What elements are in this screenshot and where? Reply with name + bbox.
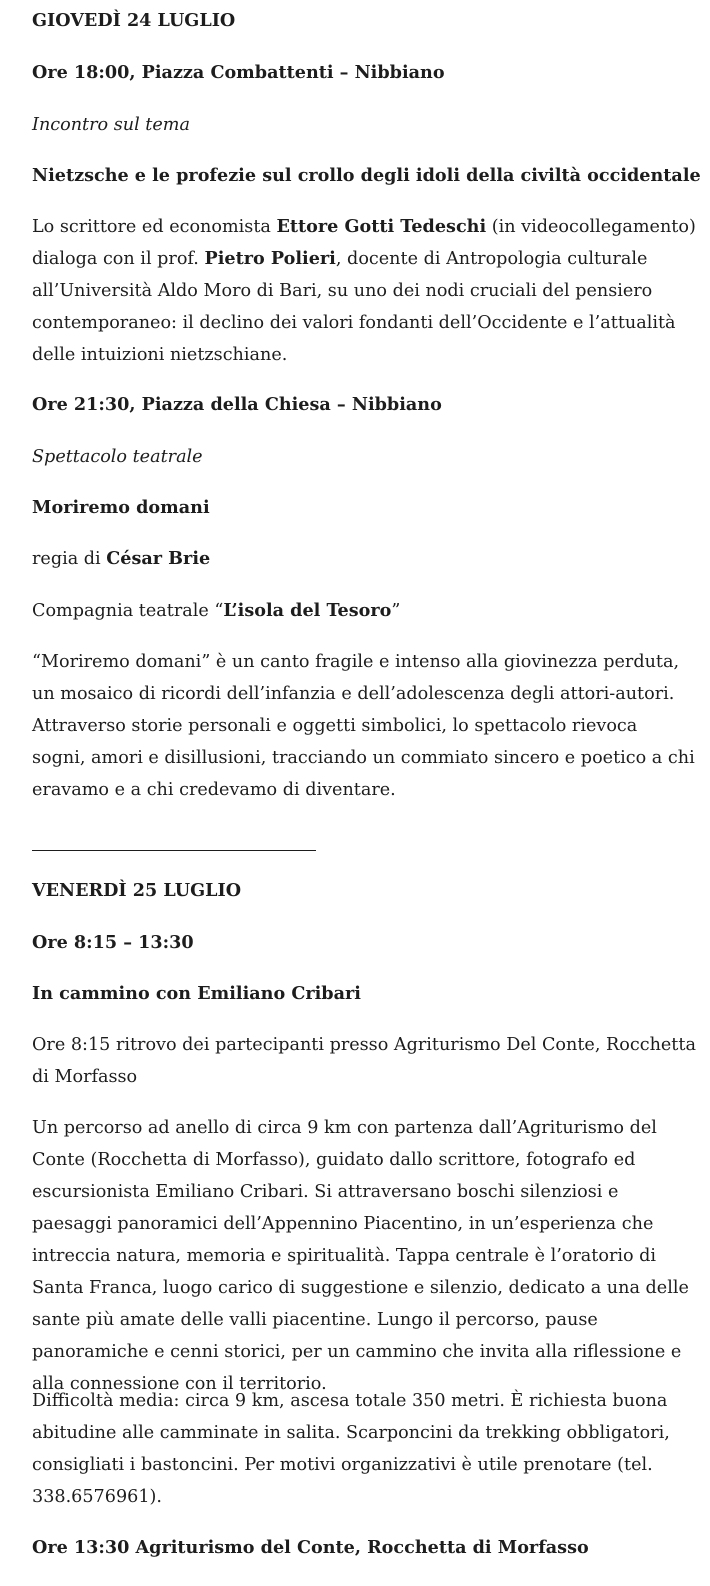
day2-event1-difficulty: Difficoltà media: circa 9 km, ascesa totale 350 metri. È richiesta buona abitudine alle camminate in salita. Scarponcini da trekking obbligatori, consigliati i bastoncini. Per motivi organizzativi è utile prenotare (tel. 338.6576961). [32,1391,670,1507]
day1-event2-description: “Moriremo domani” è un canto fragile e intenso alla giovinezza perduta, un mosaico di ricordi dell’infanzia e dell’adolescenza degli attori-autori. Attraverso storie personali e oggetti simbolici, lo spettacolo rievoca sogni, amori e disillusioni, tracciando un commiato sincero e poetico a chi eravamo e a chi credevamo di diventare. [32,652,695,800]
day1-event2-time-place: Ore 21:30, Piazza della Chiesa – Nibbiano [32,394,442,415]
day2-event1-description: Un percorso ad anello di circa 9 km con partenza dall’Agriturismo del Conte (Rocchetta di Morfasso), guidato dallo scrittore, fotografo ed escursionista Emiliano Cribari. Si attraversano boschi silenziosi e paesaggi panoramici dell’Appennino Piacentino, in un’esperienza che intreccia natura, memoria e spiritualità. Tappa centrale è l’oratorio di Santa Franca, luogo carico di suggestione e silenzio, dedicato a una delle sante più amate delle valli piacentine. Lungo il percorso, pause panoramiche e cenni storici, per un cammino che invita alla riflessione e alla connessione con il territorio. [32,1118,689,1394]
day1-event1-description [32,211,696,371]
company-suffix: ” [391,601,401,621]
day2-date: VENERDÌ 25 LUGLIO [32,880,242,901]
section-divider [32,850,316,851]
speaker-name: Ettore Gotti Tedeschi [276,216,487,237]
company-name: L’isola del Tesoro [223,600,392,621]
day1-event2-title: Moriremo domani [32,497,210,518]
day2-event2-time-place: Ore 13:30 Agriturismo del Conte, Rocchetta di Morfasso [32,1537,589,1558]
speaker-name: Pietro Polieri [204,248,336,269]
director-name: César Brie [106,548,211,569]
description-text: (in videocollegamento) dialoga con il prof. [32,217,696,269]
day2-event1-meeting: Ore 8:15 ritrovo dei partecipanti presso Agriturismo Del Conte, Rocchetta di Morfasso [32,1035,696,1087]
day2-event1-time: Ore 8:15 – 13:30 [32,932,194,953]
description-text: Lo scrittore ed economista [32,217,277,237]
day1-event2-company [32,595,400,627]
day1-event2-director [32,543,210,575]
day2-event1-title: In cammino con Emiliano Cribari [32,983,361,1004]
day1-event1-title: Nietzsche e le profezie sul crollo degli idoli della civiltà occidentale [32,165,701,186]
day1-event2-type: Spettacolo teatrale [32,447,203,467]
director-prefix: regia di [32,549,107,569]
description-text: , docente di Antropologia culturale all’Università Aldo Moro di Bari, su uno dei nodi cruciali del pensiero contemporaneo: il declino dei valori fondanti dell’Occidente e l’attualità delle intuizioni nietzschiane. [32,249,676,365]
day1-event1-type: Incontro sul tema [32,115,190,135]
day1-event1-time-place: Ore 18:00, Piazza Combattenti – Nibbiano [32,62,445,83]
day1-date: GIOVEDÌ 24 LUGLIO [32,10,236,31]
company-prefix: Compagnia teatrale “ [32,601,224,621]
